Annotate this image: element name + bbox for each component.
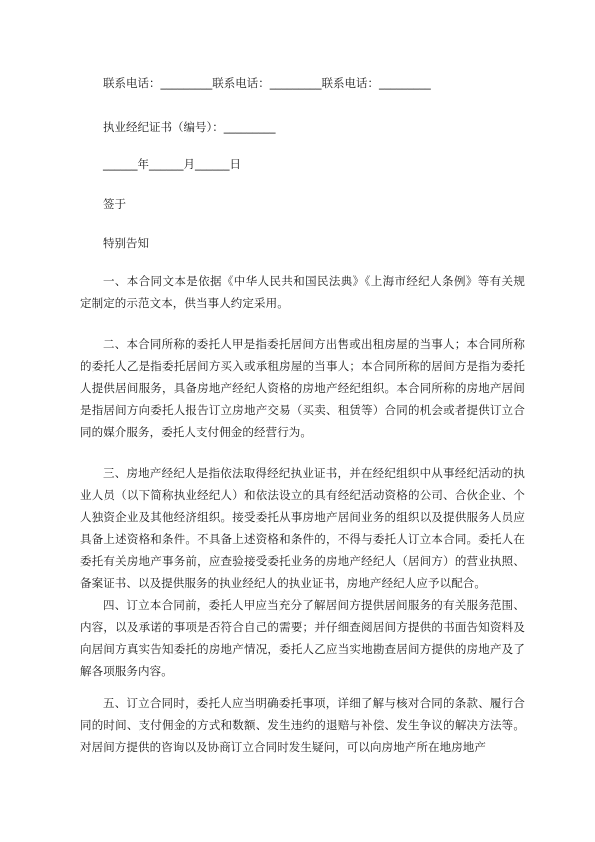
sign-label: 签于 xyxy=(103,197,126,211)
clause-1: 一、本合同文本是依据《中华人民共和国民法典》《上海市经纪人条例》等有关规定制定的示范文本，供当事人约定采用。 xyxy=(80,274,525,310)
clause-2: 二、本合同所称的委托人甲是指委托居间方出售或出租房屋的当事人；本合同所称的委托人乙是指委托居间方买入或承租房屋的当事人；本合同所称的居间方是指为委托人提供居间服务，具备房地产经纪人资格的房地产经纪组织。本合同所称的房地产居间是指居间方向委托人报告订立房地产交易（买卖、租赁等）合同的机会或者提供订立合同的媒介服务，委托人支付佣金的经营行为。 xyxy=(80,337,525,439)
clause-5: 五、订立合同时，委托人应当明确委托事项，详细了解与核对合同的条款、履行合同的时间、支付佣金的方式和数额、发生违约的退赔与补偿、发生争议的解决方法等。对居间方提供的咨询以及协商订立合同时发生疑问，可以向房地产所在地房地产 xyxy=(80,696,525,754)
clause-4: 四、订立本合同前，委托人甲应当充分了解居间方提供居间服务的有关服务范围、内容，以及承诺的事项是否符合自己的需要；并仔细查阅居间方提供的书面告知资料及向居间方真实告知委托的房地产情况，委托人乙应当实地勘查居间方提供的房地产及了解各项服务内容。 xyxy=(80,598,525,678)
notice-title: 特别告知 xyxy=(103,236,149,250)
contact-phone-line: 联系电话：_________联系电话：_________联系电话：_________ xyxy=(103,76,431,90)
license-number-line: 执业经纪证书（编号）：_________ xyxy=(103,120,276,134)
date-line: ______年______月______日 xyxy=(103,157,241,171)
clause-3: 三、房地产经纪人是指依法取得经纪执业证书，并在经纪组织中从事经纪活动的执业人员（以下简称执业经纪人）和依法设立的具有经纪活动资格的公司、合伙企业、个人独资企业及其他经济组织。接受委托从事房地产居间业务的组织以及提供服务人员应具备上述资格和条件。不具备上述资格和条件的，不得与委托人订立本合同。委托人在委托有关房地产事务前，应查验接受委托业务的房地产经纪人（居间方）的营业执照、备案证书、以及提供服务的执业经纪人的执业证书，房地产经纪人应予以配合。 xyxy=(80,466,525,590)
